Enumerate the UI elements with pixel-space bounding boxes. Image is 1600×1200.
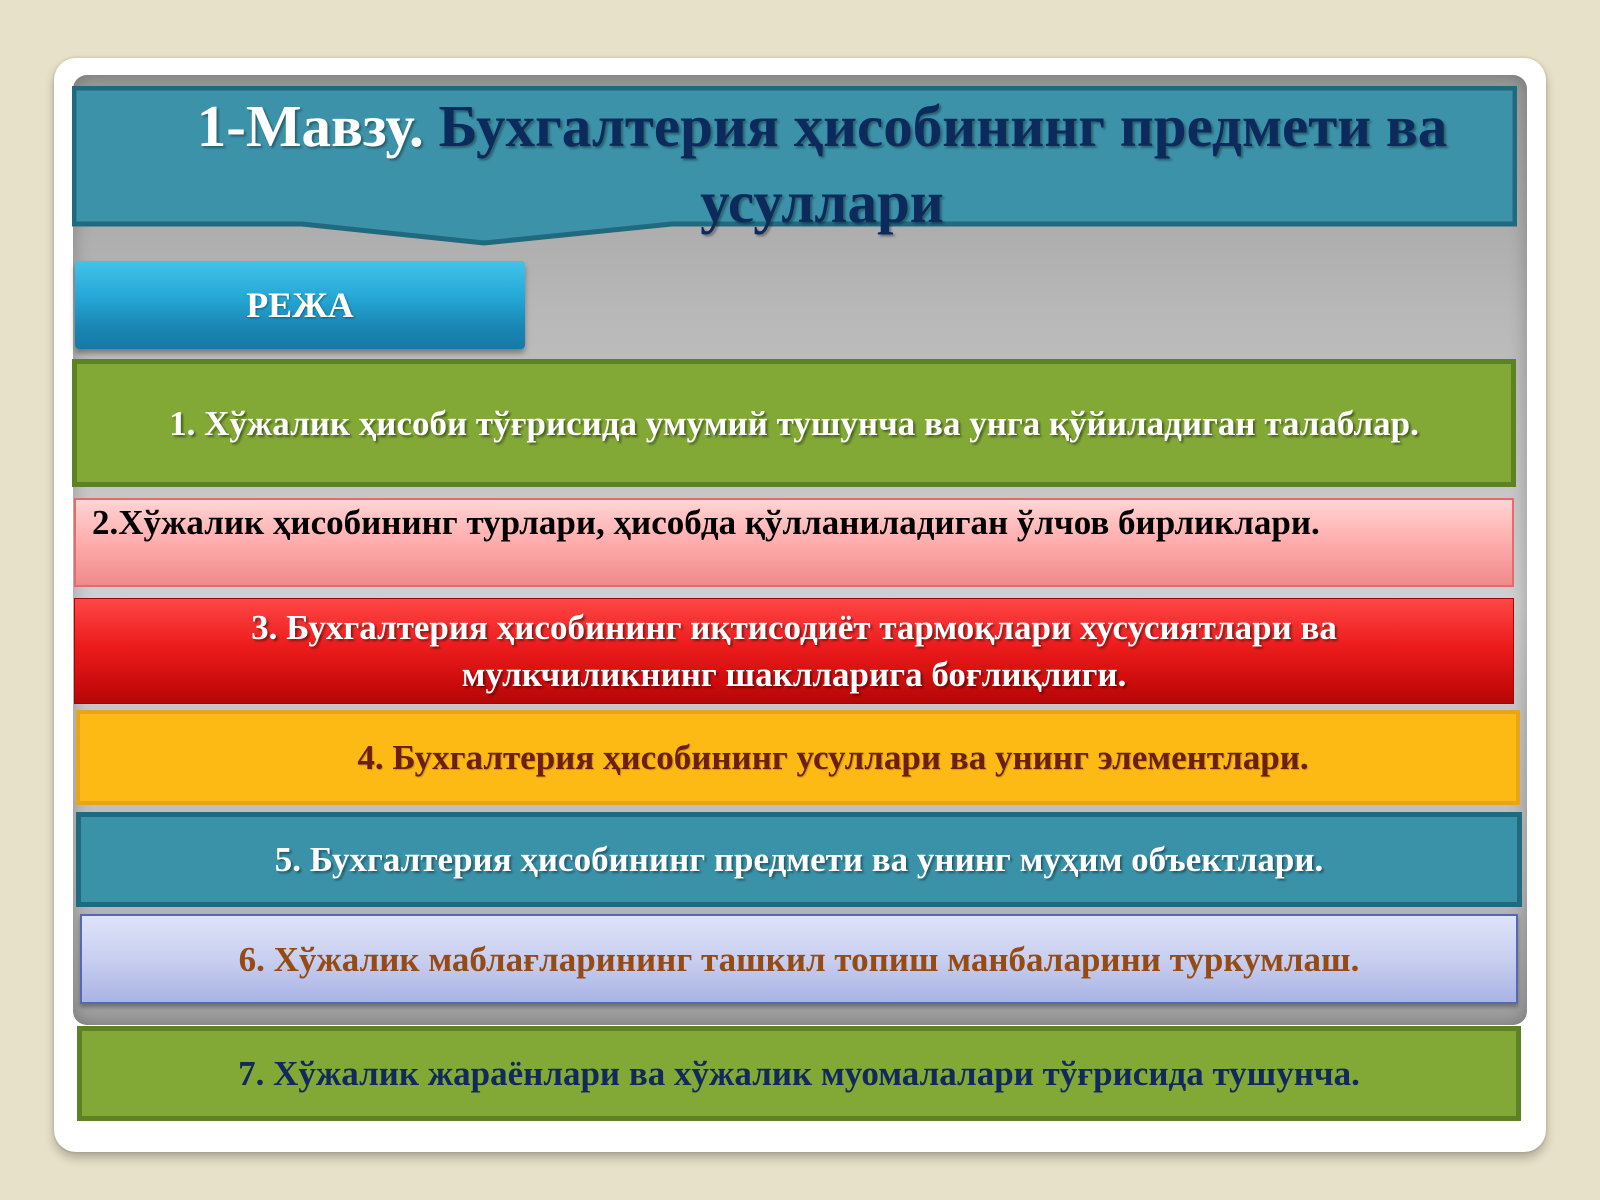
plan-item-3 — [74, 598, 1514, 704]
title-main: Бухгалтерия ҳисобининг предмети ва усуллари — [438, 93, 1448, 235]
plan-item-2-text: 2.Хўжалик ҳисобининг турлари, ҳисобда қўлланиладиган ўлчов бирликлари. — [92, 503, 1320, 542]
plan-button[interactable]: РЕЖА — [75, 261, 525, 349]
plan-item-5-text: 5. Бухгалтерия ҳисобининг предмети ва унинг муҳим объектлари. — [274, 840, 1324, 879]
plan-item-1-text: 1. Хўжалик ҳисоби тўғрисида умумий тушунча ва унга қўйиладиган талаблар. — [169, 403, 1419, 443]
plan-item-4-text: 4. Бухгалтерия ҳисобининг усуллари ва унинг элементлари. — [357, 738, 1309, 777]
plan-item-7 — [77, 1026, 1521, 1121]
plan-item-3-text: 3. Бухгалтерия ҳисобининг иқтисодиёт тармоқлари хусусиятлари ва мулкчиликнинг шаклларига боғлиқлиги. — [251, 608, 1337, 694]
plan-item-2 — [74, 498, 1514, 587]
plan-item-1 — [72, 359, 1516, 487]
plan-item-5 — [76, 812, 1522, 907]
title-banner — [72, 86, 1517, 248]
plan-item-4 — [76, 710, 1520, 805]
plan-item-6 — [80, 914, 1518, 1004]
slide-title — [132, 88, 1512, 240]
plan-item-6-text: 6. Хўжалик маблағларининг ташкил топиш манбаларини туркумлаш. — [238, 939, 1360, 979]
title-prefix: 1-Мавзу. — [196, 93, 424, 159]
plan-item-7-text: 7. Хўжалик жараёнлари ва хўжалик муомалалари тўғрисида тушунча. — [238, 1054, 1360, 1093]
